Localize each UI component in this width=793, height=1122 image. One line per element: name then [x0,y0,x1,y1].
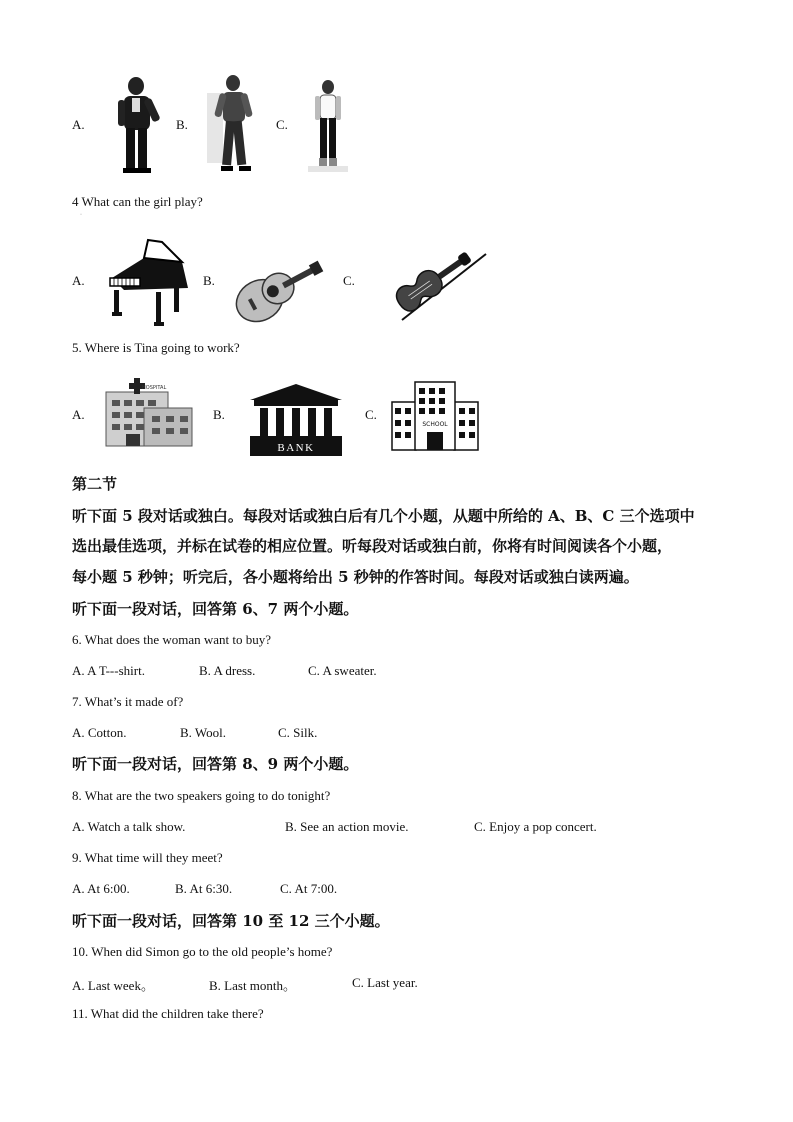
q4-guitar-image [228,242,326,326]
q7-option-b: B. Wool. [180,725,227,740]
q3-option-a-label: A. [72,117,85,132]
q10-question: 10. When did Simon go to the old people’s home? [72,944,333,959]
q5-hospital-image [104,378,196,450]
q3-man-suit-image [110,76,162,176]
q5-option-c-label: C. [365,407,377,422]
q6-question: 6. What does the woman want to buy? [72,632,272,647]
q10-option-a: A. Last week。 [72,978,154,993]
q7-option-c: C. Silk. [278,725,318,740]
q8-option-a: A. Watch a talk show. [72,819,186,834]
q11-question: 11. What did the children take there? [72,1006,264,1021]
q7-option-a: A. Cotton. [72,725,127,740]
q9-option-b: B. At 6:30. [175,881,233,896]
q3-woman-image [305,78,351,176]
group3-heading: 听下面一段对话，回答第 10 至 12 三个小题。 [72,912,390,930]
q4-question: 4 What can the girl play? [72,194,203,209]
bank-sign: BANK [277,442,315,454]
q5-school-image [391,380,479,452]
q9-option-c: C. At 7:00. [280,881,338,896]
q6-option-a: A. A T---shirt. [72,663,145,678]
q8-option-c: C. Enjoy a pop concert. [474,819,597,834]
q5-question: 5. Where is Tina going to work? [72,340,240,355]
section2-instructions-line3: 每小题 5 秒钟；听完后，各小题将给出 5 秒钟的作答时间。每段对话或独白读两遍。 [72,568,639,586]
q6-option-c: C. A sweater. [308,663,377,678]
q6-option-b: B. A dress. [199,663,256,678]
section2-instructions-line2: 选出最佳选项，并标在试卷的相应位置。听每段对话或独白前，你将有时间阅读各个小题， [72,537,673,555]
stray-dot: · [80,212,82,218]
q8-question: 8. What are the two speakers going to do tonight? [72,788,331,803]
q5-bank-image [248,384,344,456]
q3-option-b-label: B. [176,117,188,132]
q4-violin-image [386,244,490,326]
q9-option-a: A. At 6:00. [72,881,130,896]
q4-option-a-label: A. [72,273,85,288]
q9-question: 9. What time will they meet? [72,850,223,865]
school-sign: SCHOOL [422,421,448,428]
section2-instructions-line1: 听下面 5 段对话或独白。每段对话或独白后有几个小题，从题中所给的 A、B、C 三个选项中 [72,507,695,525]
q10-option-c: C. Last year. [352,975,418,990]
q5-option-b-label: B. [213,407,225,422]
q10-option-b: B. Last month。 [209,978,297,993]
q7-question: 7. What’s it made of? [72,694,184,709]
q3-option-c-label: C. [276,117,288,132]
q8-option-b: B. See an action movie. [285,819,409,834]
hospital-sign: HOSPITAL [142,385,167,391]
group1-heading: 听下面一段对话，回答第 6、7 两个小题。 [72,600,359,618]
group2-heading: 听下面一段对话，回答第 8、9 两个小题。 [72,755,359,773]
q3-man-casual-image [207,73,255,175]
q4-piano-image [104,238,190,326]
q5-option-a-label: A. [72,407,85,422]
section2-title: 第二节 [72,475,118,493]
q4-option-b-label: B. [203,273,215,288]
q4-option-c-label: C. [343,273,355,288]
